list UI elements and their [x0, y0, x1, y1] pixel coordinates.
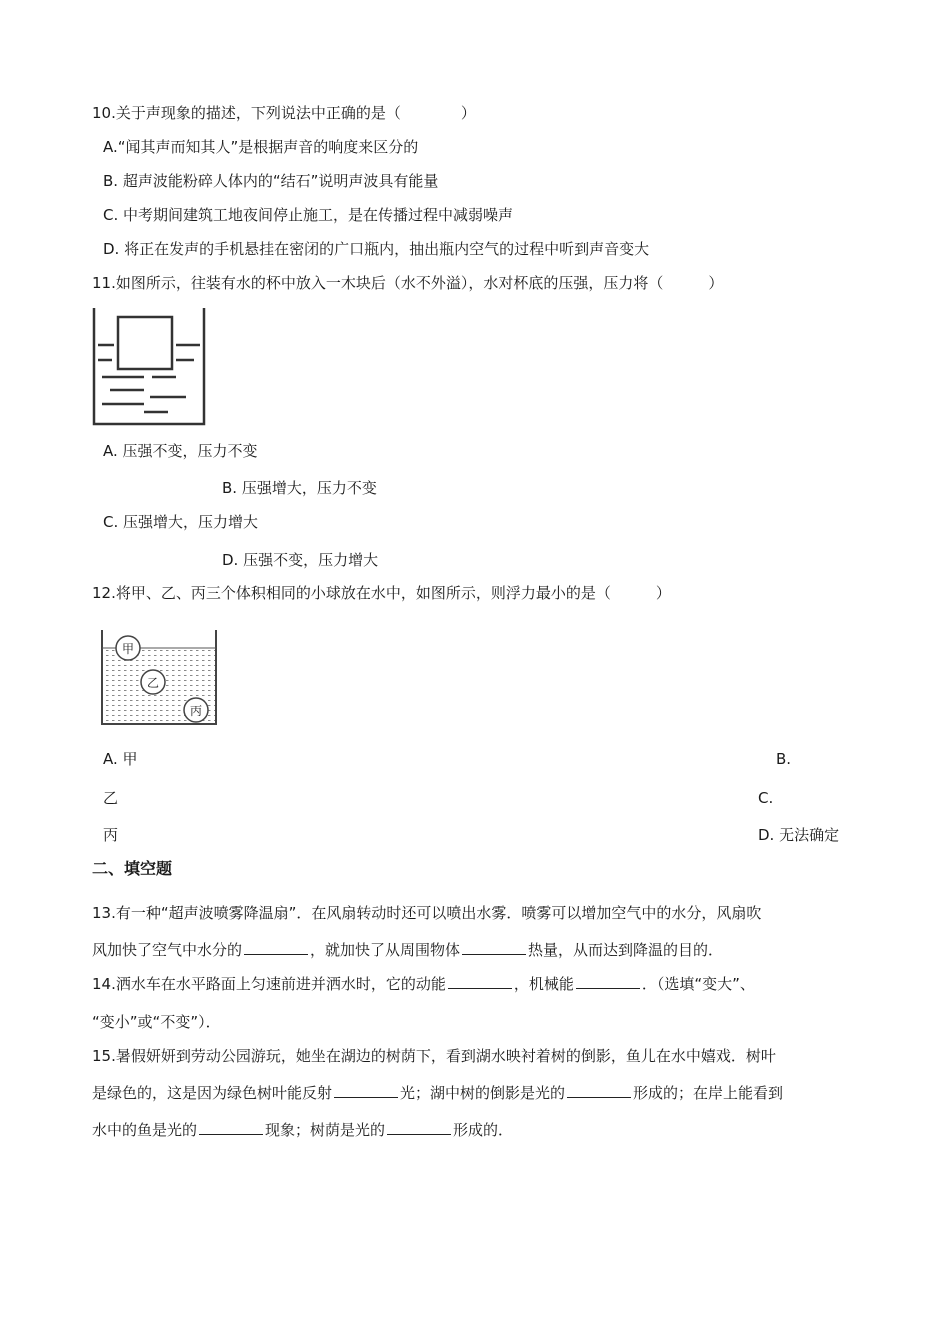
ball-label-bing: 丙 — [189, 704, 203, 718]
q11-option-d: D. 压强不变，压力增大 — [222, 551, 379, 569]
q15-blank-3[interactable] — [199, 1120, 263, 1135]
ball-label-yi: 乙 — [146, 676, 160, 690]
q13-text-c: 热量，从而达到降温的目的． — [528, 941, 724, 959]
q15-line-3 — [92, 1120, 513, 1140]
q14-blank-1[interactable] — [448, 974, 512, 989]
q13-text-b: ，就加快了从周围物体 — [310, 941, 461, 959]
balls-in-water-figure — [99, 628, 221, 728]
q10-option-c: C. 中考期间建筑工地夜间停止施工，是在传播过程中减弱噪声 — [103, 206, 514, 224]
q15-text-c: 形成的；在岸上能看到 — [633, 1084, 784, 1102]
q13-line-2 — [92, 940, 723, 960]
q15-blank-1[interactable] — [334, 1083, 398, 1098]
q15-line-1: 15.暑假妍妍到劳动公园游玩，她坐在湖边的树荫下，看到湖水映衬着树的倒影，鱼儿在水中嬉戏．树叶 — [92, 1047, 776, 1065]
q12-option-a: A. 甲 — [103, 750, 138, 768]
ball-label-jia: 甲 — [121, 642, 135, 656]
q13-text-a: 风加快了空气中水分的 — [92, 941, 243, 959]
q10-stem: 10.关于声现象的描述，下列说法中正确的是（ ） — [92, 104, 476, 122]
q11-stem: 11.如图所示，往装有水的杯中放入一木块后（水不外溢），水对杯底的压强，压力将（ ） — [92, 274, 724, 292]
q13-line-1: 13.有一种“超声波喷雾降温扇”．在风扇转动时还可以喷出水雾．喷雾可以增加空气中的水分，风扇吹 — [92, 904, 762, 922]
section-title-fill-blank: 二、填空题 — [92, 859, 173, 878]
q15-text-f: 形成的． — [453, 1121, 514, 1139]
q12-stem: 12.将甲、乙、丙三个体积相同的小球放在水中，如图所示，则浮力最小的是（ ） — [92, 584, 671, 602]
q12-option-b-label: B. — [776, 750, 792, 768]
q11-option-c: C. 压强增大，压力增大 — [103, 513, 259, 531]
q12-option-d: D. 无法确定 — [758, 826, 840, 844]
q15-text-a: 是绿色的，这是因为绿色树叶能反射 — [92, 1084, 333, 1102]
q14-text-c: ．（选填“变大”、 — [641, 975, 755, 993]
q11-option-b: B. 压强增大，压力不变 — [222, 479, 377, 497]
q14-text-a: 14.洒水车在水平路面上匀速前进并洒水时，它的动能 — [92, 975, 446, 993]
q15-text-d: 水中的鱼是光的 — [92, 1121, 198, 1139]
q15-blank-4[interactable] — [387, 1120, 451, 1135]
q12-option-b-text: 乙 — [103, 789, 119, 807]
cup-wood-block-figure — [92, 306, 208, 426]
q12-option-c-label: C. — [758, 789, 774, 807]
q14-text-b: ，机械能 — [513, 975, 574, 993]
q14-blank-2[interactable] — [576, 974, 640, 989]
q13-blank-1[interactable] — [244, 940, 308, 955]
q10-option-b: B. 超声波能粉碎人体内的“结石”说明声波具有能量 — [103, 172, 439, 190]
q15-blank-2[interactable] — [567, 1083, 631, 1098]
q10-option-d: D. 将正在发声的手机悬挂在密闭的广口瓶内，抽出瓶内空气的过程中听到声音变大 — [103, 240, 650, 258]
q13-blank-2[interactable] — [462, 940, 526, 955]
q15-text-b: 光；湖中树的倒影是光的 — [400, 1084, 566, 1102]
q12-option-c-text: 丙 — [103, 826, 119, 844]
q14-line-2: “变小”或“不变”）． — [92, 1013, 221, 1031]
q10-option-a: A.“闻其声而知其人”是根据声音的响度来区分的 — [103, 138, 419, 156]
q14-line-1 — [92, 974, 755, 994]
q11-option-a: A. 压强不变，压力不变 — [103, 442, 258, 460]
q15-line-2 — [92, 1083, 783, 1103]
q15-text-e: 现象；树荫是光的 — [265, 1121, 386, 1139]
